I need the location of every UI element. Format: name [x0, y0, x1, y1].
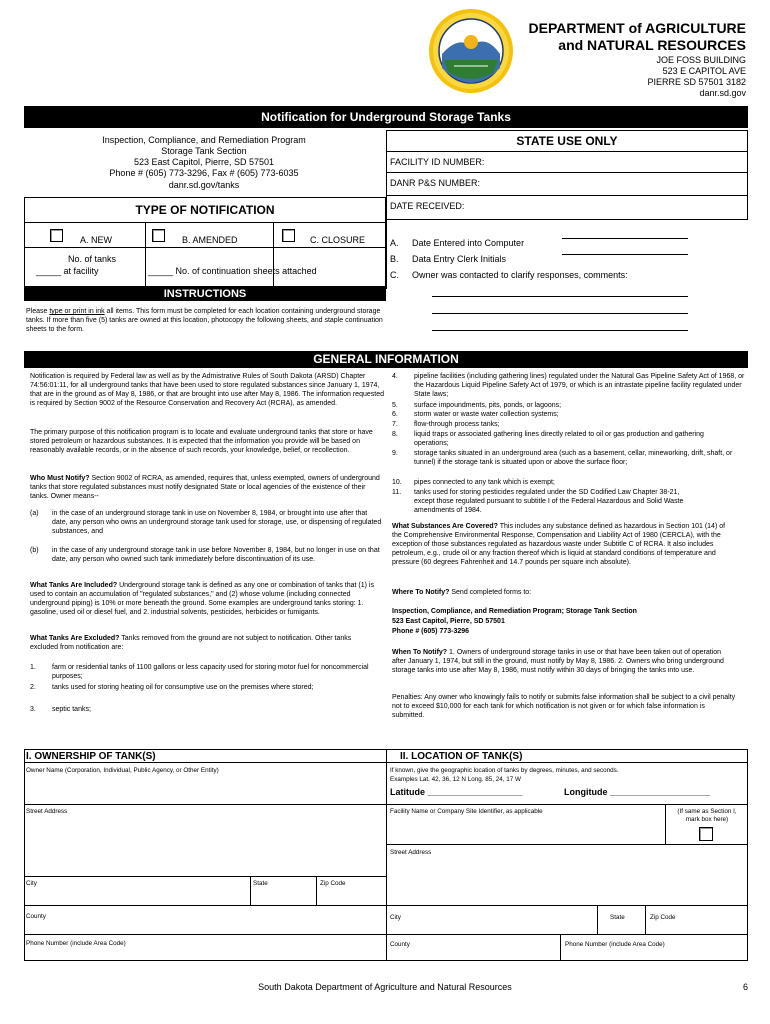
clerk-initials-field[interactable] — [562, 254, 688, 255]
excluded-item-11-number: 11. — [392, 489, 402, 496]
state-use-a-letter: A. — [390, 238, 399, 248]
date-received-label: DATE RECEIVED: — [390, 201, 465, 211]
excluded-item-8-number: 8. — [392, 431, 398, 438]
owner-def-a-letter: (a) — [30, 510, 39, 517]
department-name-line2: and NATURAL RESOURCES — [558, 37, 746, 53]
address-line3: PIERRE SD 57501 3182 — [647, 77, 746, 87]
notification-type-heading: TYPE OF NOTIFICATION — [135, 203, 275, 217]
same-as-line-1: (If same as Section I, — [677, 808, 737, 815]
num-tanks-label-2: _____ at facility — [36, 266, 99, 276]
latitude-field[interactable] — [390, 787, 523, 798]
instructions-text — [26, 307, 384, 334]
comments-line-3[interactable] — [432, 330, 688, 331]
excluded-item-6: storm water or waste water collection systems; — [414, 411, 559, 418]
program-line3: 523 East Capitol, Pierre, SD 57501 — [133, 157, 275, 167]
closure-label: C. CLOSURE — [310, 235, 366, 245]
new-label: A. NEW — [80, 235, 113, 245]
when-to-notify-text: 1. Owners of underground storage tanks in use or that have been taken out of operation after January 1, 1974, but still in the ground, must notify by May 8, 1986. 2. Owners who bring underground storage tanks into use after May 8, 1986, must notify within 30 days of bringing the tanks into use. — [392, 649, 724, 674]
general-p1: Notification is required by Federal law as well as by the Admistrative Rules of South Dakota (ARSD) Chapter 74:56:01:11, for all underground tanks that have been used to store regulated substances since January 1, 1974, that are in the ground as of May 8, 1986, or that are brought into use after May 8, 1986. The information requested is required by Section 9002 of the Resource Conservation and Recovery Act (RCRA), as amended. — [30, 373, 384, 407]
tanks-excluded-text: Tanks removed from the ground are not subject to notification. Other tanks excluded from notification are: — [30, 635, 352, 651]
owner-phone-label[interactable]: Phone Number (include Area Code) — [26, 940, 126, 947]
program-line2: Storage Tank Section — [161, 146, 247, 156]
same-as-section-1-label — [668, 808, 746, 824]
address-line2: 523 E CAPITOL AVE — [662, 66, 746, 76]
page-number: 6 — [742, 982, 748, 992]
owner-def-b-letter: (b) — [30, 547, 39, 554]
excluded-item-5: surface impoundments, pits, ponds, or lagoons; — [414, 402, 562, 409]
owner-county-label[interactable]: County — [26, 913, 46, 920]
date-entered-label: Date Entered into Computer — [412, 238, 525, 248]
instructions-body: all items. This form must be completed for each location containing underground storage tanks. If more than five (5) tanks are owned at this location, photocopy the following sheets, and staple continuation sheets to the form. — [26, 308, 383, 333]
penalties: Penalties: Any owner who knowingly fails to notify or submits false information shall be subject to a civil penalty not to exceed $10,000 for each tank for which notification is not given or for which false information is submitted. — [392, 694, 736, 719]
general-p2: The primary purpose of this notification program is to locate and evaluate underground tanks that store or have stored petroleum or hazardous substances. It is expected that the information you provide will be based on reasonably available records, or in the absence of such records, your knowledge, belief, or recollection. — [30, 429, 373, 454]
excluded-item-10-number: 10. — [392, 479, 402, 486]
closure-checkbox[interactable] — [282, 229, 295, 242]
location-city-label[interactable]: City — [390, 914, 401, 921]
form-title: Notification for Underground Storage Tanks — [24, 106, 748, 128]
facility-id-label: FACILITY ID NUMBER: — [390, 157, 485, 167]
owner-street-label[interactable]: Street Address — [26, 808, 68, 815]
owner-city-label[interactable]: City — [26, 880, 37, 887]
ownership-heading: I. OWNERSHIP OF TANK(S) — [26, 751, 156, 762]
excluded-item-7: flow-through process tanks; — [414, 421, 500, 428]
where-addr-1: Inspection, Compliance, and Remediation Program; Storage Tank Section — [392, 608, 637, 615]
owner-zip-label[interactable]: Zip Code — [320, 880, 346, 887]
excluded-item-8: liquid traps or associated gathering lines directly related to oil or gas production and gathering operations; — [414, 431, 704, 447]
substances-covered — [392, 522, 732, 567]
program-line5: danr.sd.gov/tanks — [168, 180, 240, 190]
where-to-notify-text: Send completed forms to: — [449, 589, 532, 596]
where-addr-3: Phone # (605) 773-3296 — [392, 628, 470, 635]
location-heading: II. LOCATION OF TANK(S) — [400, 751, 523, 762]
substances-covered-text: This includes any substance defined as hazardous in Section 101 (14) of the Comprehensive Environmental Response, Compensation and Liability Act of 1980 (CERCLA), with the exception of those substances regulated as hazardous waste under Subtitle C of RCRA. It also includes petroleum, e.g., crude oil or any fraction thereof which is liquid at standard conditions of temperature and pressure (60 degrees Fahrenheit and 14.7 pounds per square inch absolute). — [392, 523, 726, 566]
where-addr-2: 523 East Capitol, Pierre, SD 57501 — [392, 618, 505, 625]
excluded-item-9: storage tanks situated in an underground area (such as a basement, cellar, mineworking, drift, shaft, or tunnel) if the storage tank is situated upon or above the surface floor; — [414, 450, 733, 466]
owner-def-a: in the case of an underground storage tank in use on November 8, 1984, or brought into use after that date, any person who owns an underground storage tank used for storage, use, or dispensing of regulated substances, and — [52, 510, 382, 535]
general-info-heading: GENERAL INFORMATION — [24, 351, 748, 368]
location-instructions-1: If known, give the geographic location of tanks by degrees, minutes, and seconds. — [390, 767, 619, 774]
excluded-item-1-number: 1. — [30, 664, 36, 671]
excluded-item-2: tanks used for storing heating oil for consumptive use on the premises where stored; — [52, 684, 314, 691]
location-phone-label[interactable]: Phone Number (include Area Code) — [565, 941, 665, 948]
excluded-item-11: tanks used for storing pesticides regulated under the SD Codified Law Chapter 38-21, except those regulated pursuant to subtitle I of the Federal Hazardous and Solid Waste amendments of 1984. — [414, 489, 684, 514]
tanks-excluded-label: What Tanks Are Excluded? — [30, 635, 120, 642]
location-state-label[interactable]: State — [610, 914, 625, 921]
new-checkbox[interactable] — [50, 229, 63, 242]
who-must-notify-text: Section 9002 of RCRA, as amended, requires that, unless exempted, owners of underground tanks that store regulated substances must notify designated State or local agencies of the existence of their tanks. Owner means-- — [30, 475, 380, 500]
excluded-item-7-number: 7. — [392, 421, 398, 428]
state-use-c-letter: C. — [390, 270, 399, 280]
excluded-item-3: septic tanks; — [52, 706, 91, 713]
tanks-excluded — [30, 634, 380, 652]
location-instructions-2: Examples Lat. 42, 36, 12 N Long. 85, 24, 17 W — [390, 776, 521, 783]
longitude-field[interactable] — [564, 787, 710, 798]
owner-name-label[interactable]: Owner Name (Corporation, Individual, Public Agency, or Other Entity) — [26, 767, 219, 774]
state-seal — [428, 8, 514, 94]
latitude-label: Latitude — [390, 787, 425, 797]
excluded-item-2-number: 2. — [30, 684, 36, 691]
owner-state-label[interactable]: State — [253, 880, 268, 887]
excluded-item-4: pipeline facilities (including gathering lines) regulated under the Natural Gas Pipeline Safety Act of 1968, or the Hazardous Liquid Pipeline Safety Act of 1979, or which is an intrastate pipeline facility regulated under State laws; — [414, 373, 745, 398]
instructions-pre: Please — [26, 308, 50, 315]
longitude-blank: ____________________ — [610, 787, 711, 797]
excluded-item-6-number: 6. — [392, 411, 398, 418]
continuation-sheets-label: _____ No. of continuation sheets attached — [148, 266, 317, 276]
tanks-included-label: What Tanks Are Included? — [30, 582, 118, 589]
tanks-included — [30, 581, 386, 617]
excluded-item-10: pipes connected to any tank which is exempt; — [414, 479, 555, 486]
state-use-b-letter: B. — [390, 254, 399, 264]
program-line1: Inspection, Compliance, and Remediation Program — [102, 135, 306, 145]
owner-def-b: in the case of any underground storage tank in use before November 8, 1984, but no longer in use on that date, any person who owned such tank immediately before discontinuation of its use. — [52, 547, 380, 563]
amended-label: B. AMENDED — [182, 235, 238, 245]
state-use-heading: STATE USE ONLY — [516, 134, 618, 148]
instructions-heading: INSTRUCTIONS — [24, 287, 386, 301]
tanks-included-text: Underground storage tank is defined as any one or combination of tanks that (1) is used to contain an accumulation of "regulated substances," and (2) whose volume (including connected underground piping) is 10% or more beneath the ground. Some examples are underground tanks storing: 1. gasoline, used oil or diesel fuel, and 2. industrial solvents, pesticides, herbicides or fumigants. — [30, 582, 374, 616]
substances-covered-label: What Substances Are Covered? — [392, 523, 498, 530]
facility-name-label[interactable]: Facility Name or Company Site Identifier, as applicable — [390, 808, 543, 815]
excluded-item-1: farm or residential tanks of 1100 gallons or less capacity used for storing motor fuel for noncommercial purposes; — [52, 664, 369, 680]
same-as-line-2: mark box here) — [685, 816, 729, 823]
program-line4: Phone # (605) 773-3296, Fax # (605) 773-6035 — [109, 168, 299, 178]
comments-line-1[interactable] — [432, 296, 688, 297]
excluded-item-4-number: 4. — [392, 373, 398, 380]
owner-contacted-label: Owner was contacted to clarify responses, comments: — [412, 270, 628, 280]
address-line1: JOE FOSS BUILDING — [656, 55, 746, 65]
who-must-notify-label: Who Must Notify? — [30, 475, 90, 482]
num-tanks-label-1: No. of tanks — [68, 254, 117, 264]
when-to-notify-label: When To Notify? — [392, 649, 448, 656]
excluded-item-3-number: 3. — [30, 706, 36, 713]
where-to-notify — [392, 588, 732, 597]
seal-icon — [428, 8, 514, 94]
danr-ps-label: DANR P&S NUMBER: — [390, 178, 481, 188]
address-line4: danr.sd.gov — [699, 88, 746, 98]
amended-checkbox[interactable] — [152, 229, 165, 242]
who-must-notify — [30, 474, 386, 501]
when-to-notify — [392, 648, 732, 675]
footer-department: South Dakota Department of Agriculture and Natural Resources — [258, 982, 512, 992]
where-to-notify-label: Where To Notify? — [392, 589, 450, 596]
comments-line-2[interactable] — [432, 313, 688, 314]
excluded-item-5-number: 5. — [392, 402, 398, 409]
same-as-section-1-checkbox[interactable] — [699, 827, 713, 841]
date-entered-field[interactable] — [562, 238, 688, 239]
location-zip-label[interactable]: Zip Code — [650, 914, 676, 921]
longitude-label: Longitude — [564, 787, 608, 797]
excluded-item-9-number: 9. — [392, 450, 398, 457]
location-street-label[interactable]: Street Address — [390, 849, 432, 856]
clerk-initials-label: Data Entry Clerk Initials — [412, 254, 507, 264]
department-name-line1: DEPARTMENT of AGRICULTURE — [528, 20, 746, 36]
location-county-label[interactable]: County — [390, 941, 410, 948]
latitude-blank: ___________________ — [427, 787, 523, 797]
instructions-underlined: type or print in ink — [49, 308, 105, 315]
